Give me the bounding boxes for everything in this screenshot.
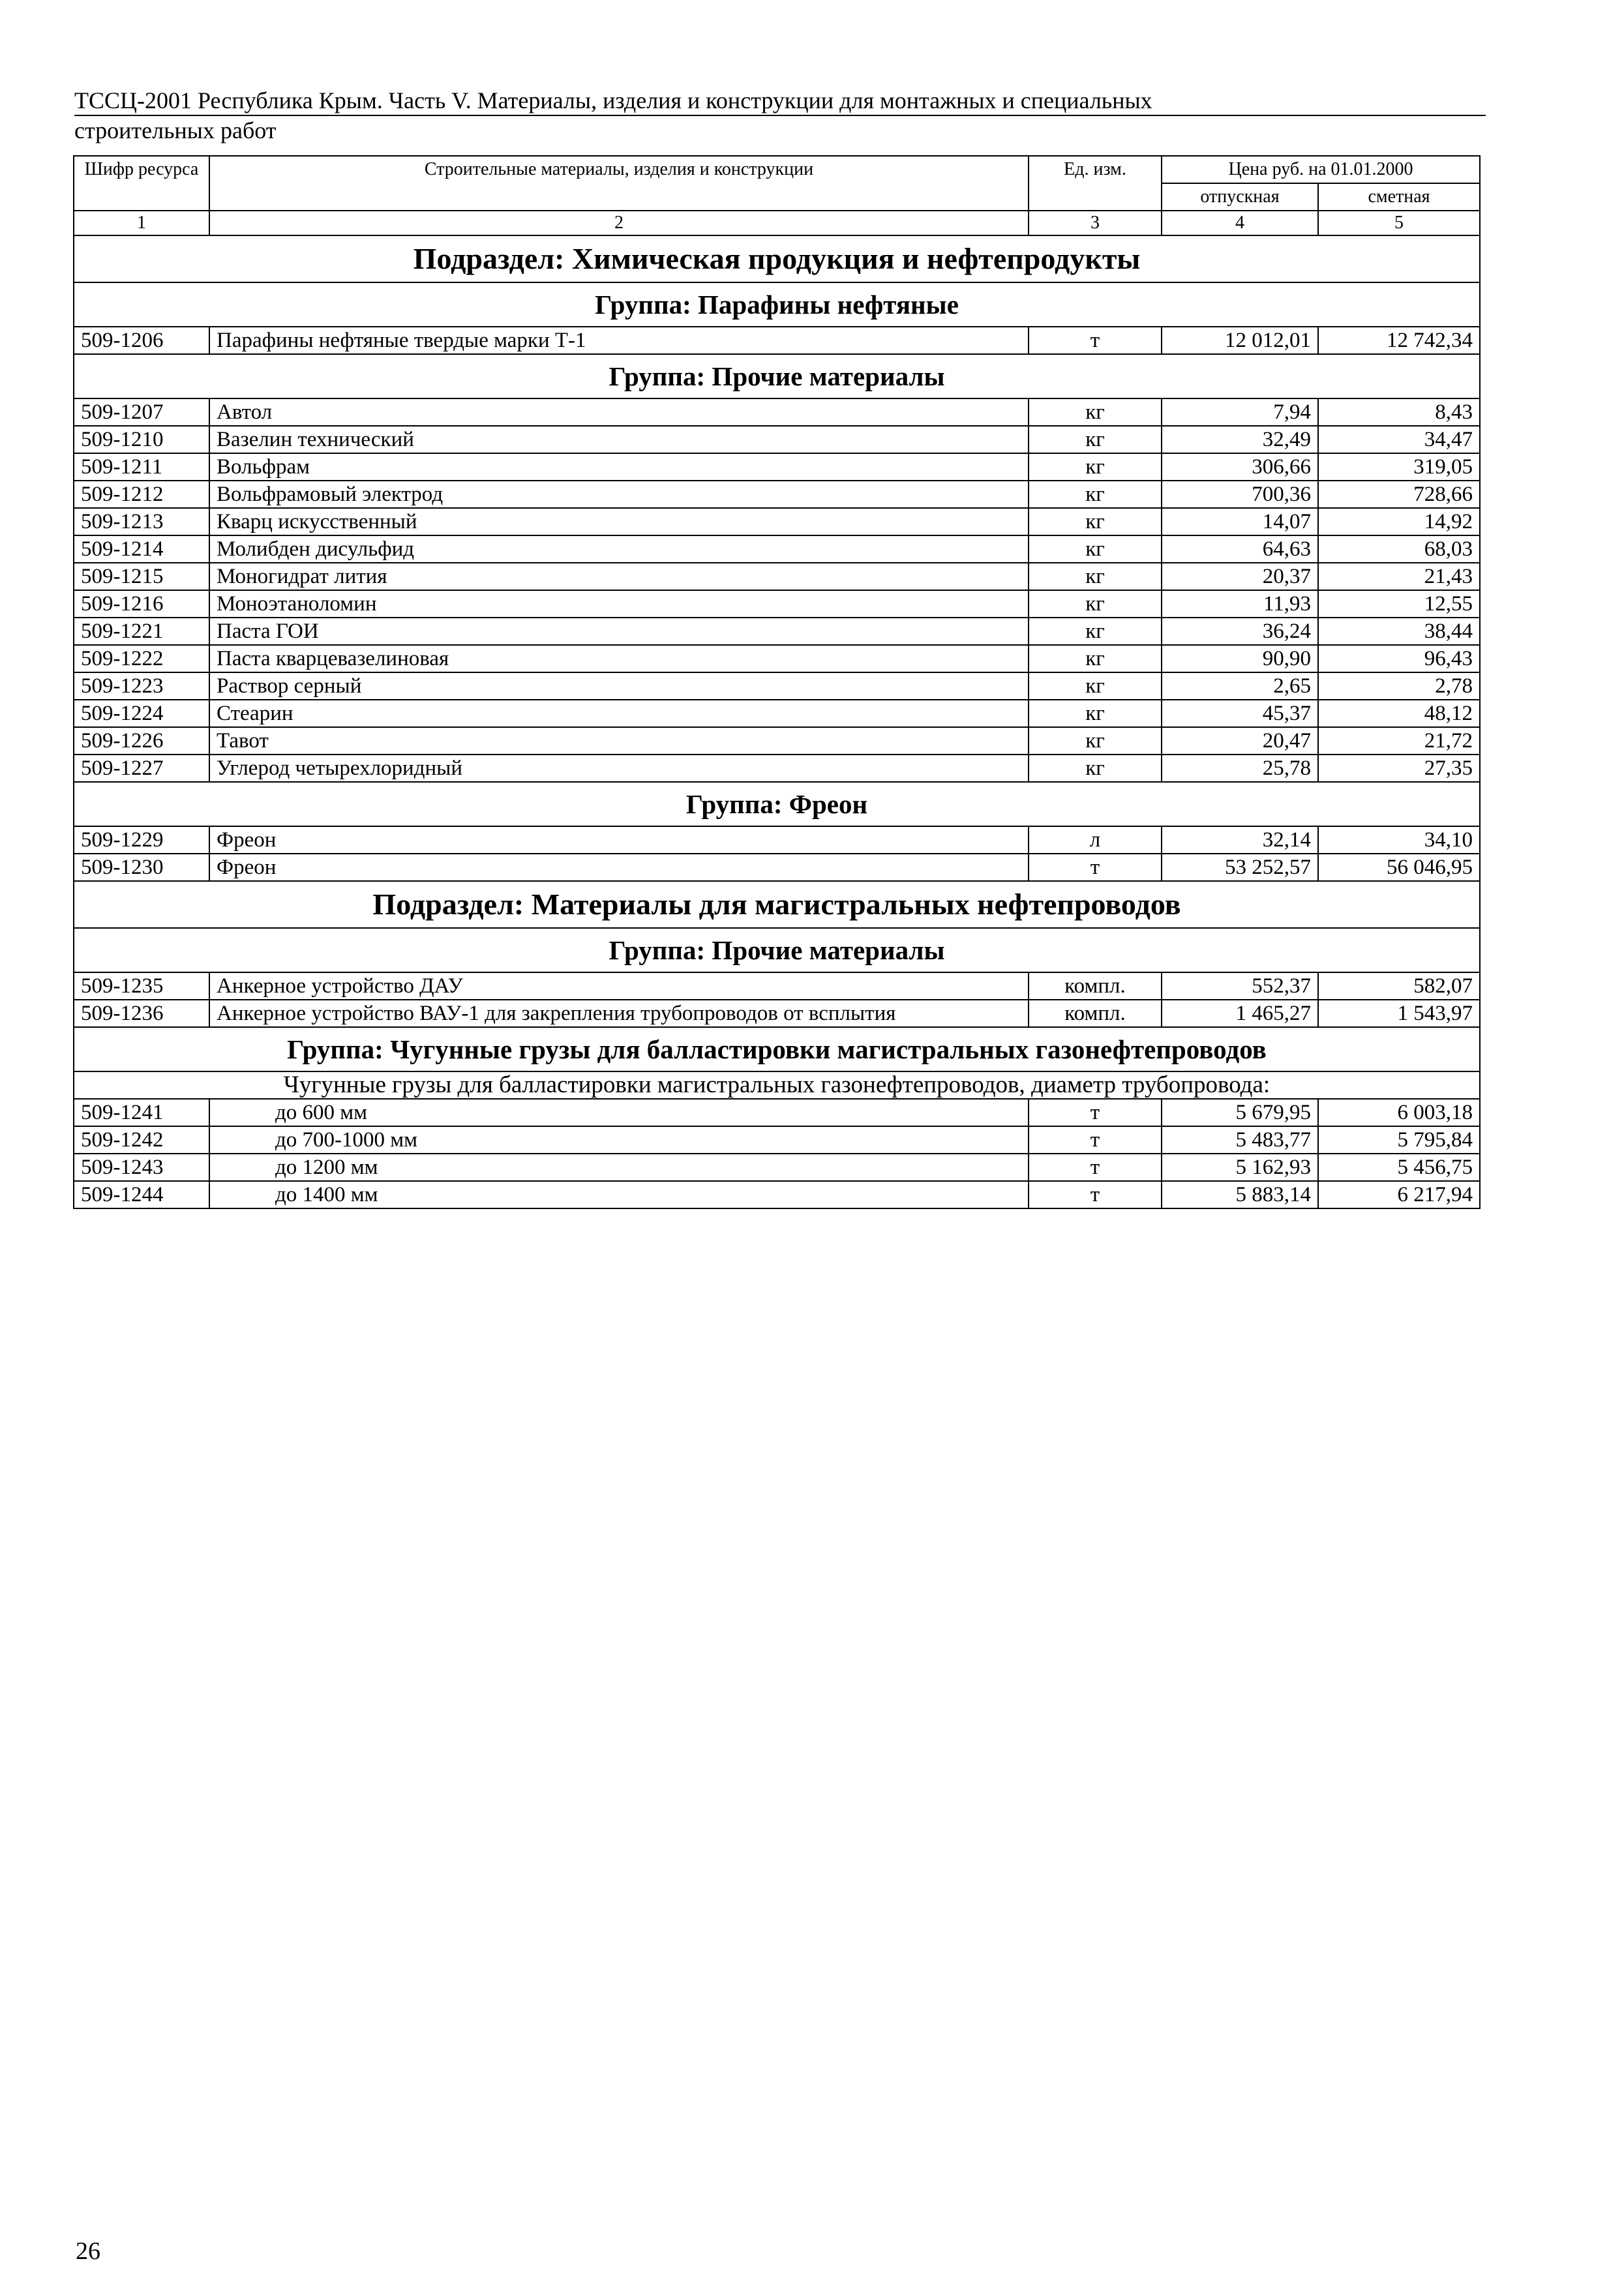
- table-row: [74, 826, 1480, 854]
- unit: кг: [1029, 727, 1162, 755]
- price-estimate: 34,10: [1318, 826, 1480, 854]
- price-estimate: 6 217,94: [1318, 1181, 1480, 1208]
- table-row: [74, 398, 1480, 426]
- resource-code: 509-1215: [74, 563, 209, 590]
- material-name: Вольфрам: [209, 453, 1029, 481]
- price-estimate: 68,03: [1318, 535, 1480, 563]
- resource-code: 509-1221: [74, 618, 209, 645]
- group-description: Чугунные грузы для балластировки магистральных газонефтепроводов, диаметр трубопровода:: [74, 1071, 1480, 1099]
- subsection-row: [74, 235, 1480, 282]
- unit: компл.: [1029, 1000, 1162, 1027]
- unit: т: [1029, 327, 1162, 354]
- resource-code: 509-1214: [74, 535, 209, 563]
- price-estimate: 48,12: [1318, 700, 1480, 727]
- material-name: Фреон: [209, 854, 1029, 881]
- material-name: Стеарин: [209, 700, 1029, 727]
- table-row: [74, 535, 1480, 563]
- page-number: 26: [76, 2237, 100, 2265]
- table-row: [74, 618, 1480, 645]
- unit: л: [1029, 826, 1162, 854]
- resource-code: 509-1230: [74, 854, 209, 881]
- col-header-price-release: отпускная: [1162, 183, 1318, 211]
- column-numbers-row: [74, 211, 1480, 235]
- unit: кг: [1029, 618, 1162, 645]
- group-row: [74, 782, 1480, 826]
- price-release: 5 883,14: [1162, 1181, 1318, 1208]
- price-release: 552,37: [1162, 972, 1318, 1000]
- price-estimate: 5 795,84: [1318, 1126, 1480, 1154]
- resource-code: 509-1223: [74, 672, 209, 700]
- price-estimate: 12,55: [1318, 590, 1480, 618]
- price-estimate: 319,05: [1318, 453, 1480, 481]
- resource-code: 509-1241: [74, 1099, 209, 1126]
- unit: кг: [1029, 398, 1162, 426]
- price-estimate: 12 742,34: [1318, 327, 1480, 354]
- unit: кг: [1029, 645, 1162, 672]
- table-row: [74, 1154, 1480, 1181]
- header-title-line1: ТССЦ-2001 Республика Крым. Часть V. Материалы, изделия и конструкции для монтажных и специальных: [74, 86, 1486, 116]
- unit: кг: [1029, 508, 1162, 535]
- material-name: Тавот: [209, 727, 1029, 755]
- column-number: 1: [74, 211, 209, 235]
- price-release: 1 465,27: [1162, 1000, 1318, 1027]
- price-release: 32,14: [1162, 826, 1318, 854]
- table-row: [74, 590, 1480, 618]
- resource-code: 509-1235: [74, 972, 209, 1000]
- table-row: [74, 755, 1480, 782]
- group-row: [74, 282, 1480, 327]
- col-header-price-estimate: сметная: [1318, 183, 1480, 211]
- unit: т: [1029, 1181, 1162, 1208]
- unit: кг: [1029, 535, 1162, 563]
- resource-code: 509-1216: [74, 590, 209, 618]
- subsection-title: Подраздел: Химическая продукция и нефтепродукты: [74, 235, 1480, 282]
- group-title: Группа: Прочие материалы: [74, 354, 1480, 398]
- column-number: 2: [209, 211, 1029, 235]
- group-row: [74, 354, 1480, 398]
- material-name: Моноэтаноломин: [209, 590, 1029, 618]
- price-estimate: 8,43: [1318, 398, 1480, 426]
- table-row: [74, 1000, 1480, 1027]
- subsection-row: [74, 881, 1480, 928]
- price-release: 20,47: [1162, 727, 1318, 755]
- page-header: [74, 86, 1486, 145]
- material-name: до 1200 мм: [209, 1154, 1029, 1181]
- group-row: [74, 928, 1480, 972]
- resource-code: 509-1226: [74, 727, 209, 755]
- price-release: 25,78: [1162, 755, 1318, 782]
- group-title: Группа: Парафины нефтяные: [74, 282, 1480, 327]
- price-release: 45,37: [1162, 700, 1318, 727]
- header-title-line2: строительных работ: [74, 117, 277, 143]
- price-release: 306,66: [1162, 453, 1318, 481]
- resource-code: 509-1213: [74, 508, 209, 535]
- col-header-price: Цена руб. на 01.01.2000: [1162, 156, 1480, 183]
- material-name: Анкерное устройство ВАУ-1 для закрепления трубопроводов от всплытия: [209, 1000, 1029, 1027]
- price-release: 700,36: [1162, 481, 1318, 508]
- price-release: 32,49: [1162, 426, 1318, 453]
- price-release: 5 483,77: [1162, 1126, 1318, 1154]
- material-name: Паста кварцевазелиновая: [209, 645, 1029, 672]
- price-release: 5 162,93: [1162, 1154, 1318, 1181]
- price-release: 53 252,57: [1162, 854, 1318, 881]
- column-number: 4: [1162, 211, 1318, 235]
- resource-code: 509-1206: [74, 327, 209, 354]
- resource-code: 509-1243: [74, 1154, 209, 1181]
- resource-code: 509-1229: [74, 826, 209, 854]
- table-row: [74, 854, 1480, 881]
- material-name: Автол: [209, 398, 1029, 426]
- table-row: [74, 563, 1480, 590]
- group-title: Группа: Фреон: [74, 782, 1480, 826]
- table-row: [74, 508, 1480, 535]
- group-description-row: [74, 1071, 1480, 1099]
- table-row: [74, 727, 1480, 755]
- price-table: [73, 155, 1481, 1209]
- price-estimate: 728,66: [1318, 481, 1480, 508]
- table-row: [74, 645, 1480, 672]
- unit: т: [1029, 1154, 1162, 1181]
- material-name: Фреон: [209, 826, 1029, 854]
- price-release: 20,37: [1162, 563, 1318, 590]
- price-estimate: 21,43: [1318, 563, 1480, 590]
- price-release: 12 012,01: [1162, 327, 1318, 354]
- price-release: 14,07: [1162, 508, 1318, 535]
- group-title: Группа: Чугунные грузы для балластировки магистральных газонефтепроводов: [74, 1027, 1480, 1071]
- unit: кг: [1029, 672, 1162, 700]
- table-row: [74, 481, 1480, 508]
- price-estimate: 6 003,18: [1318, 1099, 1480, 1126]
- table-row: [74, 426, 1480, 453]
- resource-code: 509-1242: [74, 1126, 209, 1154]
- subsection-title: Подраздел: Материалы для магистральных нефтепроводов: [74, 881, 1480, 928]
- table-row: [74, 672, 1480, 700]
- price-estimate: 2,78: [1318, 672, 1480, 700]
- table-row: [74, 1099, 1480, 1126]
- table-row: [74, 1181, 1480, 1208]
- material-name: Парафины нефтяные твердые марки Т-1: [209, 327, 1029, 354]
- price-release: 90,90: [1162, 645, 1318, 672]
- price-release: 36,24: [1162, 618, 1318, 645]
- unit: т: [1029, 1126, 1162, 1154]
- price-estimate: 34,47: [1318, 426, 1480, 453]
- unit: компл.: [1029, 972, 1162, 1000]
- price-estimate: 56 046,95: [1318, 854, 1480, 881]
- material-name: Анкерное устройство ДАУ: [209, 972, 1029, 1000]
- material-name: до 600 мм: [209, 1099, 1029, 1126]
- unit: т: [1029, 1099, 1162, 1126]
- price-release: 7,94: [1162, 398, 1318, 426]
- column-number: 3: [1029, 211, 1162, 235]
- unit: кг: [1029, 481, 1162, 508]
- resource-code: 509-1236: [74, 1000, 209, 1027]
- unit: кг: [1029, 590, 1162, 618]
- table-row: [74, 1126, 1480, 1154]
- group-title: Группа: Прочие материалы: [74, 928, 1480, 972]
- price-estimate: 14,92: [1318, 508, 1480, 535]
- resource-code: 509-1212: [74, 481, 209, 508]
- col-header-code: Шифр ресурса: [74, 156, 209, 211]
- price-estimate: 96,43: [1318, 645, 1480, 672]
- unit: кг: [1029, 453, 1162, 481]
- table-row: [74, 700, 1480, 727]
- unit: кг: [1029, 700, 1162, 727]
- resource-code: 509-1207: [74, 398, 209, 426]
- table-row: [74, 972, 1480, 1000]
- material-name: Моногидрат лития: [209, 563, 1029, 590]
- price-release: 11,93: [1162, 590, 1318, 618]
- price-estimate: 38,44: [1318, 618, 1480, 645]
- resource-code: 509-1211: [74, 453, 209, 481]
- material-name: Паста ГОИ: [209, 618, 1029, 645]
- resource-code: 509-1227: [74, 755, 209, 782]
- col-header-unit: Ед. изм.: [1029, 156, 1162, 211]
- material-name: Молибден дисульфид: [209, 535, 1029, 563]
- price-release: 5 679,95: [1162, 1099, 1318, 1126]
- col-header-name: Строительные материалы, изделия и конструкции: [209, 156, 1029, 211]
- unit: кг: [1029, 426, 1162, 453]
- material-name: Углерод четырехлоридный: [209, 755, 1029, 782]
- material-name: Раствор серный: [209, 672, 1029, 700]
- resource-code: 509-1210: [74, 426, 209, 453]
- price-release: 2,65: [1162, 672, 1318, 700]
- price-estimate: 21,72: [1318, 727, 1480, 755]
- table-body: [74, 235, 1480, 1208]
- table-row: [74, 327, 1480, 354]
- table-row: [74, 453, 1480, 481]
- price-estimate: 582,07: [1318, 972, 1480, 1000]
- material-name: до 700-1000 мм: [209, 1126, 1029, 1154]
- resource-code: 509-1244: [74, 1181, 209, 1208]
- price-estimate: 5 456,75: [1318, 1154, 1480, 1181]
- material-name: до 1400 мм: [209, 1181, 1029, 1208]
- unit: т: [1029, 854, 1162, 881]
- price-release: 64,63: [1162, 535, 1318, 563]
- resource-code: 509-1224: [74, 700, 209, 727]
- price-estimate: 1 543,97: [1318, 1000, 1480, 1027]
- material-name: Кварц искусственный: [209, 508, 1029, 535]
- group-row: [74, 1027, 1480, 1071]
- unit: кг: [1029, 563, 1162, 590]
- unit: кг: [1029, 755, 1162, 782]
- material-name: Вольфрамовый электрод: [209, 481, 1029, 508]
- resource-code: 509-1222: [74, 645, 209, 672]
- column-number: 5: [1318, 211, 1480, 235]
- material-name: Вазелин технический: [209, 426, 1029, 453]
- price-estimate: 27,35: [1318, 755, 1480, 782]
